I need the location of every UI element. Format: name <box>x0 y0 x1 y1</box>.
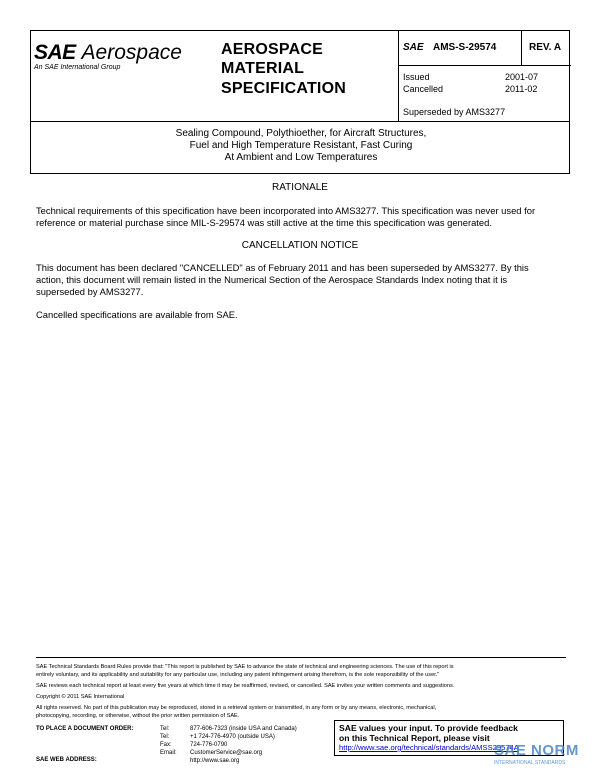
feedback-line-1: SAE values your input. To provide feedback <box>339 723 518 733</box>
spec-title <box>221 31 397 121</box>
subject-line-2: Fuel and High Temperature Resistant, Fast Curing <box>189 140 413 151</box>
cancelled-specs-note: Cancelled specifications are available from SAE. <box>36 309 238 320</box>
document-number: AMS-S-29574 <box>433 42 497 53</box>
rationale-line-1: Technical requirements of this specification have been incorporated into AMS3277. This specification was never used for <box>36 205 536 216</box>
document-number-row <box>399 31 571 66</box>
logo-name: Aerospace <box>81 41 182 64</box>
copyright: Copyright © 2011 SAE International <box>36 694 125 700</box>
contact-key: Tel: <box>160 734 170 740</box>
phone-domestic: 877-606-7323 (inside USA and Canada) <box>190 726 297 732</box>
rationale-heading: RATIONALE <box>272 182 328 193</box>
web-label: SAE WEB ADDRESS: <box>36 757 97 763</box>
cancellation-heading: CANCELLATION NOTICE <box>241 240 359 251</box>
web-address-link[interactable]: http://www.sae.org <box>190 758 240 764</box>
footer-policy-line-3: SAE reviews each technical report at least every five years at which time it may be reaffirmed, revised, or cancelled. SAE invites your written comments and suggestions. <box>36 683 455 689</box>
document-header <box>30 30 570 122</box>
sae-logo <box>31 31 221 121</box>
fax-number: 724-776-0790 <box>190 742 228 748</box>
cancellation-line-2: action, this document will remain listed in the Numerical Section of the Aerospace Standards Index noting that it is <box>36 274 508 285</box>
contact-key: Email: <box>160 750 177 756</box>
contact-key: Tel: <box>160 726 170 732</box>
cancelled-label: Cancelled <box>403 84 444 94</box>
logo-wordmark <box>34 41 182 65</box>
issued-date: 2001-07 <box>505 72 539 82</box>
document-number-cell <box>399 31 522 65</box>
footer-policy-line-5: All rights reserved. No part of this publication may be reproduced, stored in a retrieval system or transmitted, in any form or by any means, electronic, mechanical, <box>36 705 437 711</box>
cancellation-line-1: This document has been declared "CANCELLED" as of February 2011 and has been superseded by AMS3277. By this <box>36 262 529 273</box>
footer-policy-line-2: entirely voluntary, and its applicability and suitability for any particular use, including any patent infringement arising therefrom, is the sole responsibility of the user." <box>36 672 440 678</box>
feedback-line-2: on this Technical Report, please visit <box>339 733 490 743</box>
spec-title-line-3: SPECIFICATION <box>221 80 346 97</box>
spec-title-line-2: MATERIAL <box>221 60 305 77</box>
document-info <box>398 31 571 121</box>
phone-international: +1 724-776-4970 (outside USA) <box>190 734 275 740</box>
order-label: TO PLACE A DOCUMENT ORDER: <box>36 726 134 732</box>
subject-line-3: At Ambient and Low Temperatures <box>224 152 378 163</box>
document-subject <box>30 122 570 174</box>
superseded-note: Superseded by AMS3277 <box>403 107 506 117</box>
contact-key: Fax: <box>160 742 172 748</box>
doc-brand: SAE <box>403 42 424 53</box>
watermark-subtext: INTERNATIONAL STANDARDS <box>494 760 566 766</box>
spec-title-line-1: AEROSPACE <box>221 41 323 58</box>
email-address[interactable]: CustomerService@sae.org <box>190 750 263 756</box>
feedback-link[interactable]: http://www.sae.org/technical/standards/AMSS29574A <box>339 743 519 752</box>
cancelled-date: 2011-02 <box>505 84 538 94</box>
revision: REV. A <box>529 42 562 53</box>
logo-brand: SAE <box>34 41 76 64</box>
watermark-text: SAE NORM <box>494 742 579 759</box>
footer-divider <box>36 657 566 658</box>
issued-label: Issued <box>403 72 430 82</box>
footer-policy-line-6: photocopying, recording, or otherwise, without the prior written permission of SAE. <box>36 713 240 719</box>
logo-tagline: An SAE International Group <box>34 64 121 71</box>
cancellation-line-3: superseded by AMS3277. <box>36 286 144 297</box>
subject-line-1: Sealing Compound, Polythioether, for Aircraft Structures, <box>175 128 427 139</box>
footer-policy-line-1: SAE Technical Standards Board Rules provide that: "This report is published by SAE to advance the state of technical and engineering sciences. The use of this report is <box>36 664 454 670</box>
rationale-line-2: reference or material purchase since MIL-S-29574 was still active at the time this specification was generated. <box>36 217 492 228</box>
